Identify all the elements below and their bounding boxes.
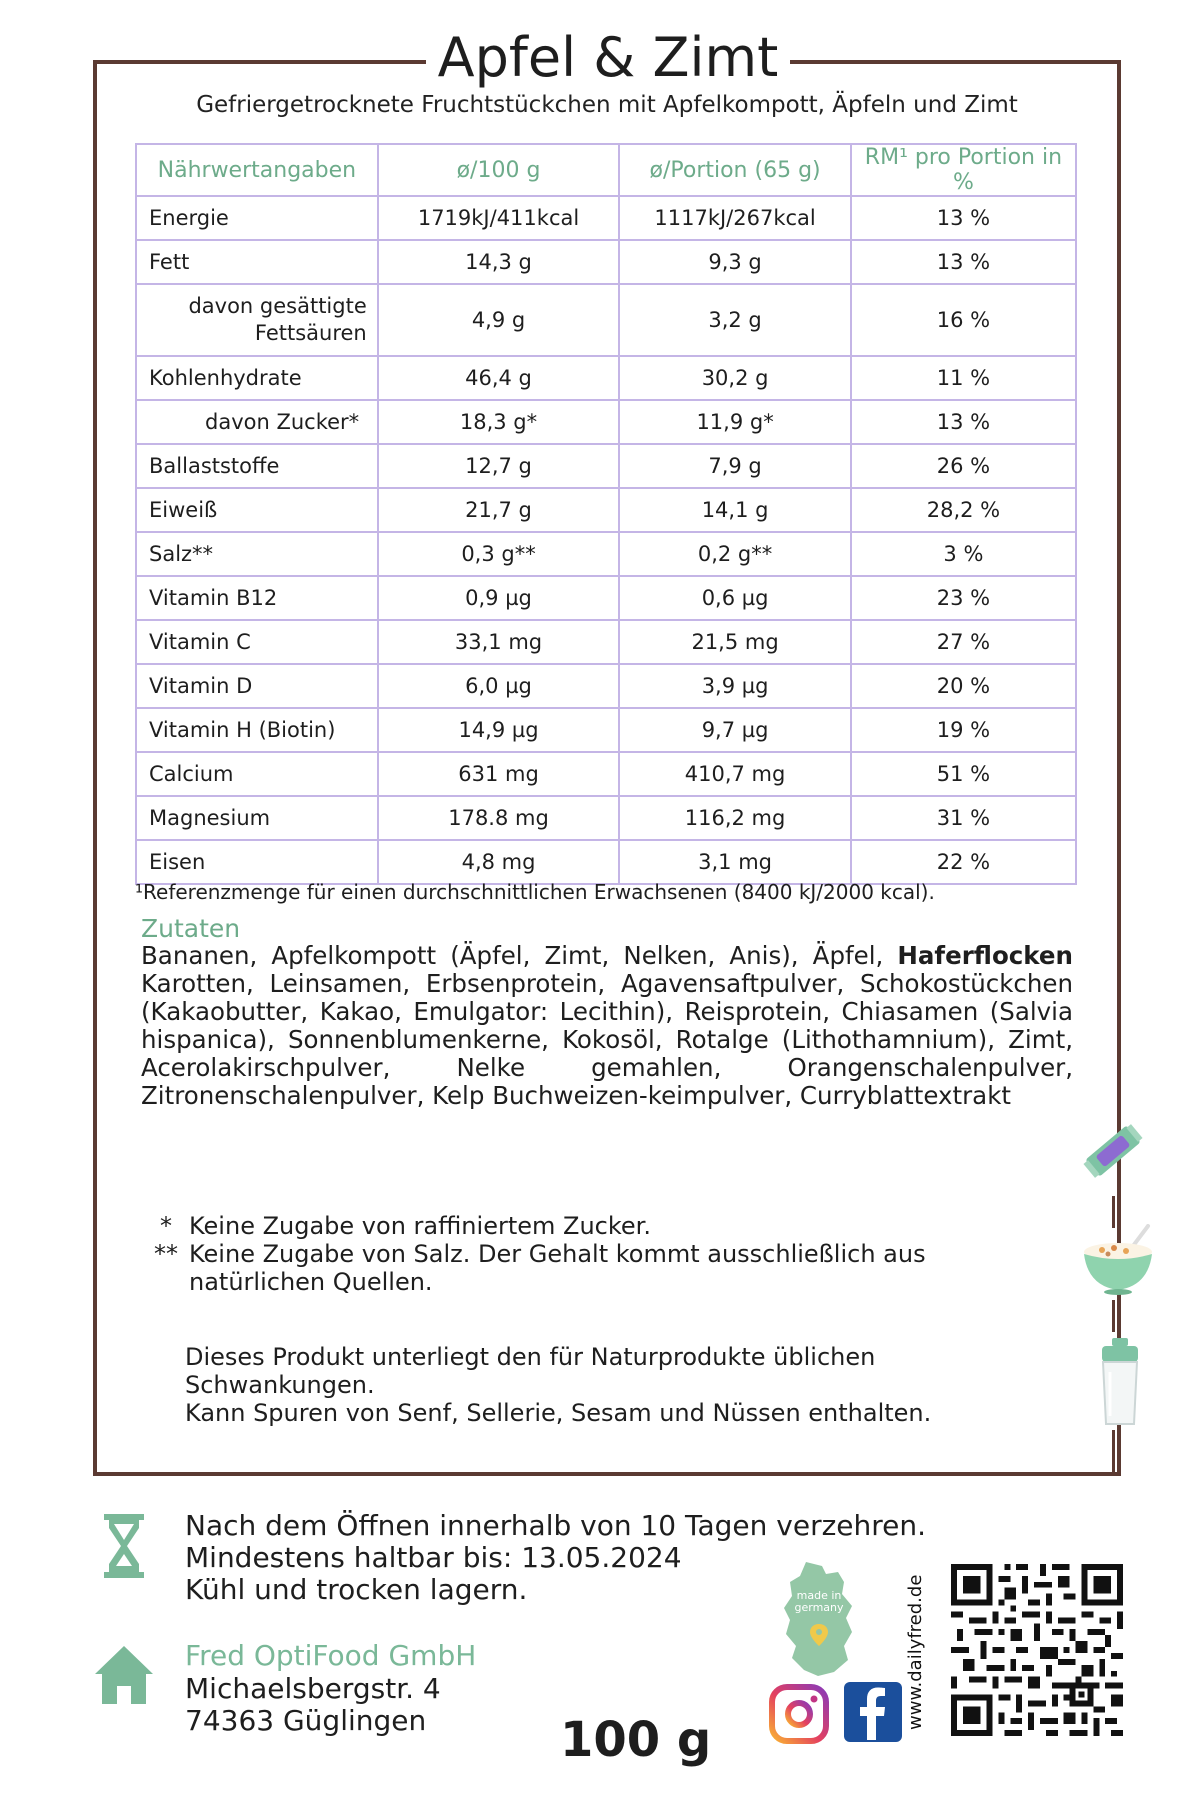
table-row	[136, 796, 1076, 840]
side-line-segment	[1112, 1300, 1115, 1332]
row-label: Vitamin C	[136, 620, 378, 664]
table-row	[136, 284, 1076, 356]
row-per100: 46,4 g	[378, 356, 620, 400]
house-icon	[93, 1644, 155, 1706]
hourglass-icon	[104, 1514, 144, 1578]
row-per100: 12,7 g	[378, 444, 620, 488]
row-per100: 631 mg	[378, 752, 620, 796]
table-row	[136, 532, 1076, 576]
storage-line1: Nach dem Öffnen innerhalb von 10 Tagen verzehren.	[185, 1509, 927, 1542]
row-label	[136, 284, 378, 356]
row-label: Eiweiß	[136, 488, 378, 532]
note-text: Keine Zugabe von Salz. Der Gehalt kommt ausschließlich aus natürlichen Quellen.	[189, 1240, 926, 1296]
instagram-icon[interactable]	[769, 1684, 829, 1744]
row-label: Vitamin B12	[136, 576, 378, 620]
row-per100: 18,3 g*	[378, 400, 620, 444]
header-rm: RM¹ pro Portion in %	[851, 144, 1076, 196]
note-text: Keine Zugabe von raffiniertem Zucker.	[189, 1212, 651, 1240]
nutrition-table	[135, 143, 1077, 885]
row-rm: 19 %	[851, 708, 1076, 752]
note-row	[143, 1212, 1019, 1240]
row-per100: 4,8 mg	[378, 840, 620, 884]
table-row	[136, 400, 1076, 444]
row-portion: 30,2 g	[619, 356, 851, 400]
note-row	[143, 1240, 1019, 1296]
company-city: 74363 Güglingen	[185, 1704, 427, 1737]
asterisk-notes	[143, 1212, 1019, 1296]
row-portion: 14,1 g	[619, 488, 851, 532]
row-label: Eisen	[136, 840, 378, 884]
row-per100: 14,3 g	[378, 240, 620, 284]
frame-top-left	[93, 60, 426, 64]
cereal-bowl-icon	[1080, 1224, 1158, 1298]
ingredients-part1: Bananen, Apfelkompott (Äpfel, Zimt, Nelken, Anis), Äpfel,	[141, 941, 898, 970]
variance-line1: Dieses Produkt unterliegt den für Naturprodukte üblichen Schwankungen.	[185, 1343, 876, 1399]
row-rm: 31 %	[851, 796, 1076, 840]
row-label: Fett	[136, 240, 378, 284]
row-rm: 28,2 %	[851, 488, 1076, 532]
ingredients-bold: Haferflocken	[897, 941, 1073, 970]
ingredients-part2: Karotten, Leinsamen, Erbsenprotein, Agavensaftpulver, Schokostückchen (Kakaobutter, Kakao, Emulgator: Lecithin), Reisprotein, Chiasamen (Salvia hispanica), Sonnenblumenkerne, Kokosöl, Rotalge (Lithothamnium), Zimt, Acerolakirschpulver, Nelke gemahlen, Orangenschalenpulver, Zitronenschalenpulver, Kelp Buchweizen-keimpulver, Curryblattextrakt	[141, 969, 1073, 1110]
table-row	[136, 356, 1076, 400]
header-portion: ø/Portion (65 g)	[619, 144, 851, 196]
protein-bar-icon	[1082, 1116, 1144, 1186]
table-row	[136, 444, 1076, 488]
table-row	[136, 576, 1076, 620]
badge-line2: germany	[794, 1601, 844, 1614]
row-per100: 21,7 g	[378, 488, 620, 532]
row-portion: 0,2 g**	[619, 532, 851, 576]
shaker-bottle-icon	[1098, 1338, 1142, 1426]
row-rm: 13 %	[851, 240, 1076, 284]
row-rm: 3 %	[851, 532, 1076, 576]
best-before: Mindestens haltbar bis: 13.05.2024	[185, 1541, 682, 1574]
row-rm: 26 %	[851, 444, 1076, 488]
facebook-icon[interactable]	[844, 1682, 902, 1742]
ingredients-heading: Zutaten	[141, 914, 241, 943]
row-label: Calcium	[136, 752, 378, 796]
row-label: davon Zucker*	[136, 400, 378, 444]
row-label: Salz**	[136, 532, 378, 576]
net-weight: 100 g	[560, 1712, 712, 1768]
row-portion: 11,9 g*	[619, 400, 851, 444]
table-row	[136, 664, 1076, 708]
nutrition-header-row	[136, 144, 1076, 196]
table-row	[136, 488, 1076, 532]
badge-text	[782, 1590, 856, 1614]
header-per100: ø/100 g	[378, 144, 620, 196]
row-portion: 116,2 mg	[619, 796, 851, 840]
row-label: Vitamin D	[136, 664, 378, 708]
row-label: Magnesium	[136, 796, 378, 840]
row-per100: 33,1 mg	[378, 620, 620, 664]
row-per100: 178.8 mg	[378, 796, 620, 840]
row-rm: 22 %	[851, 840, 1076, 884]
website-url[interactable]: www.dailyfred.de	[905, 1574, 926, 1730]
note-mark: **	[154, 1240, 178, 1268]
table-row	[136, 752, 1076, 796]
row-portion: 7,9 g	[619, 444, 851, 488]
table-row	[136, 196, 1076, 240]
company-street: Michaelsbergstr. 4	[185, 1672, 441, 1705]
germany-map-icon	[782, 1560, 856, 1678]
row-portion: 3,1 mg	[619, 840, 851, 884]
header-naehrwert: Nährwertangaben	[136, 144, 378, 196]
row-label: Energie	[136, 196, 378, 240]
variance-notice	[185, 1343, 965, 1427]
company-name: Fred OptiFood GmbH	[185, 1639, 477, 1672]
product-subtitle: Gefriergetrocknete Fruchtstückchen mit Apfelkompott, Äpfeln und Zimt	[196, 92, 1018, 118]
row-per100: 0,3 g**	[378, 532, 620, 576]
row-rm: 27 %	[851, 620, 1076, 664]
row-rm: 51 %	[851, 752, 1076, 796]
row-rm: 13 %	[851, 196, 1076, 240]
row-label: Vitamin H (Biotin)	[136, 708, 378, 752]
storage-line3: Kühl und trocken lagern.	[185, 1573, 528, 1606]
row-rm: 11 %	[851, 356, 1076, 400]
row-portion: 9,3 g	[619, 240, 851, 284]
variance-line2: Kann Spuren von Senf, Sellerie, Sesam und Nüssen enthalten.	[185, 1399, 932, 1427]
row-per100: 6,0 µg	[378, 664, 620, 708]
row-portion: 1117kJ/267kcal	[619, 196, 851, 240]
frame-top-right	[790, 60, 1121, 64]
row-label-line2: Fettsäuren	[254, 321, 367, 345]
table-row	[136, 240, 1076, 284]
row-label: Ballaststoffe	[136, 444, 378, 488]
table-row	[136, 708, 1076, 752]
row-rm: 13 %	[851, 400, 1076, 444]
row-per100: 4,9 g	[378, 284, 620, 356]
row-portion: 410,7 mg	[619, 752, 851, 796]
reference-footnote: ¹Referenzmenge für einen durchschnittlichen Erwachsenen (8400 kJ/2000 kcal).	[135, 880, 935, 904]
row-per100: 1719kJ/411kcal	[378, 196, 620, 240]
row-rm: 23 %	[851, 576, 1076, 620]
row-rm: 20 %	[851, 664, 1076, 708]
side-line-segment	[1112, 1430, 1115, 1476]
company-address	[185, 1673, 441, 1737]
row-portion: 3,2 g	[619, 284, 851, 356]
made-in-germany-badge	[782, 1560, 856, 1682]
badge-line1: made in	[796, 1589, 842, 1602]
row-per100: 0,9 µg	[378, 576, 620, 620]
row-portion: 0,6 µg	[619, 576, 851, 620]
row-label-line1: davon gesättigte	[188, 294, 367, 318]
row-rm: 16 %	[851, 284, 1076, 356]
row-portion: 21,5 mg	[619, 620, 851, 664]
note-mark: *	[160, 1212, 172, 1240]
table-row	[136, 620, 1076, 664]
product-title: Apfel & Zimt	[437, 26, 779, 89]
qr-code-icon	[951, 1564, 1123, 1736]
row-portion: 9,7 µg	[619, 708, 851, 752]
table-row	[136, 840, 1076, 884]
row-per100: 14,9 µg	[378, 708, 620, 752]
row-portion: 3,9 µg	[619, 664, 851, 708]
row-label: Kohlenhydrate	[136, 356, 378, 400]
ingredients-text	[141, 942, 1073, 1110]
